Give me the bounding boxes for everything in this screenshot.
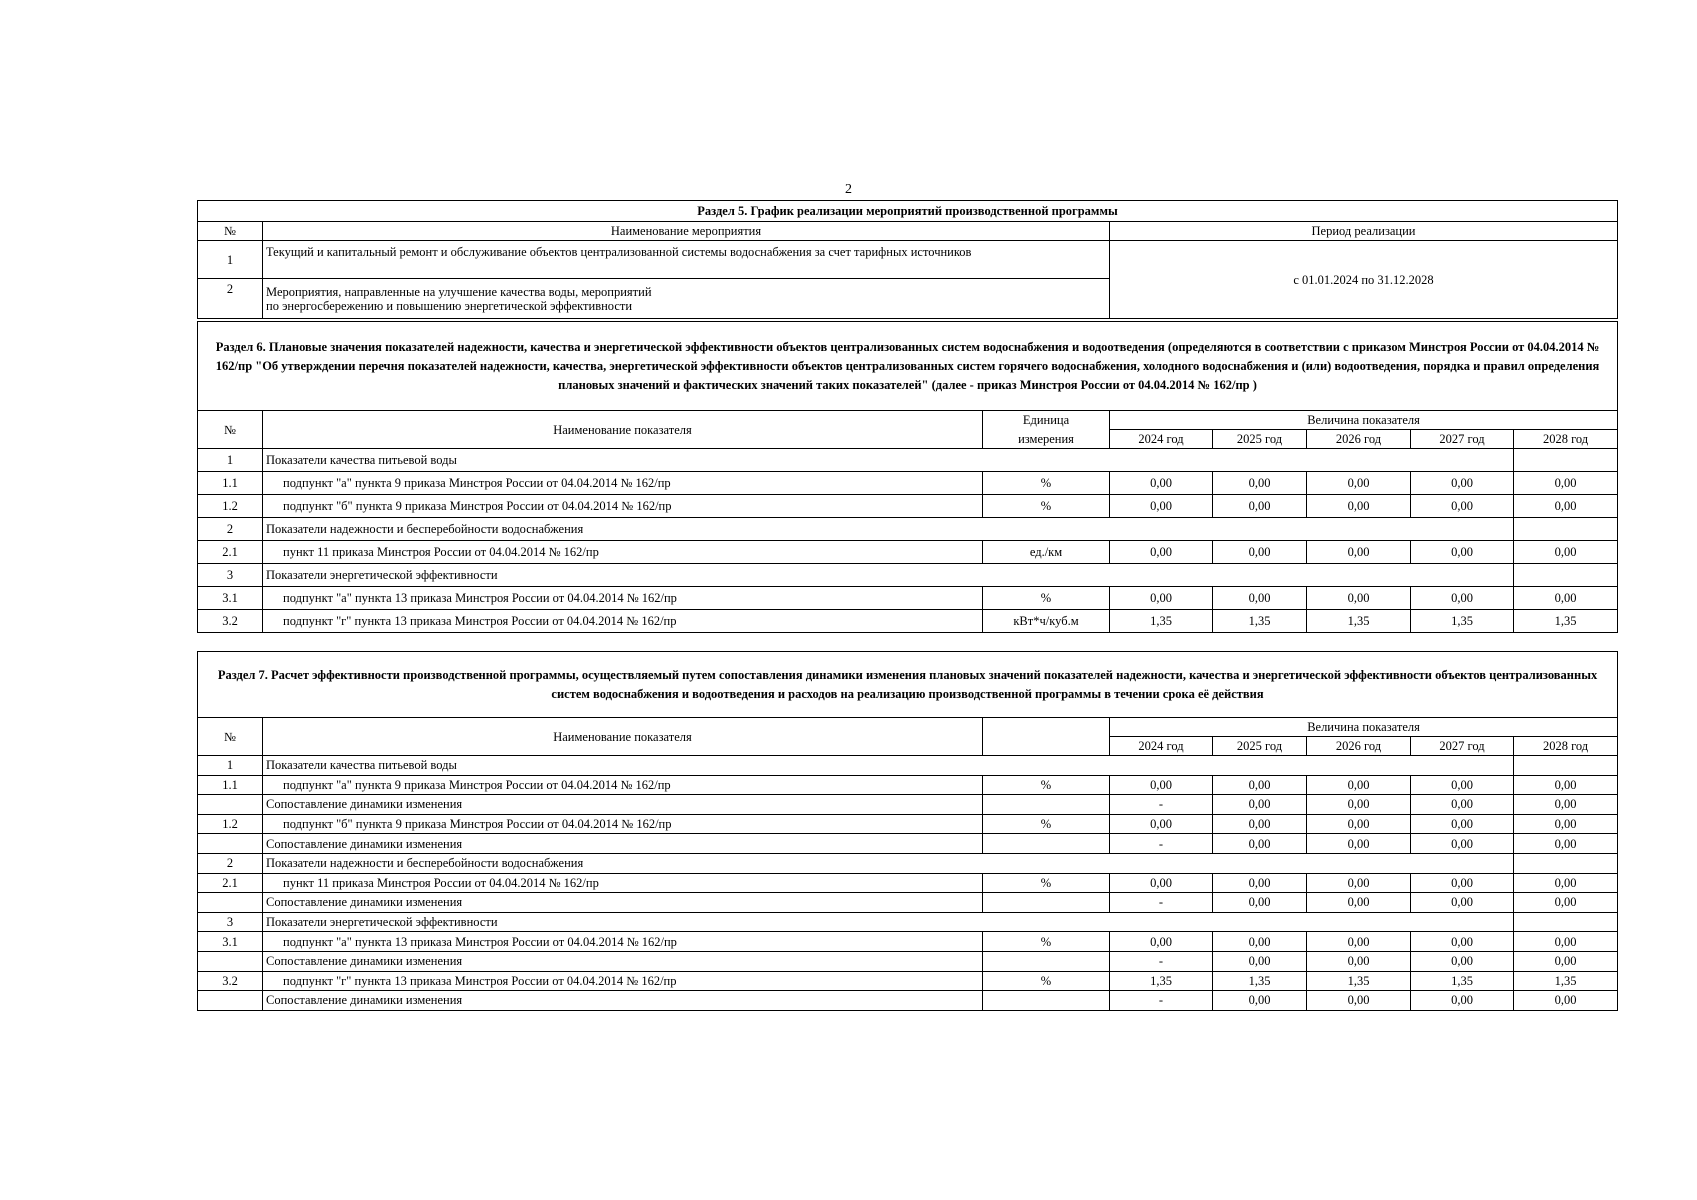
comparison-row: [198, 951, 1618, 971]
row-no: 1.1: [198, 775, 263, 795]
year-header: 2024 год: [1110, 737, 1213, 756]
value-cell: 0,00: [1307, 775, 1411, 795]
value-cell: 0,00: [1514, 834, 1618, 854]
value-cell: 0,00: [1307, 951, 1411, 971]
value-cell: 0,00: [1213, 951, 1307, 971]
value-cell: 0,00: [1307, 472, 1411, 495]
col-indicator-header: Наименование показателя: [263, 718, 983, 756]
group-name: Показатели надежности и бесперебойности водоснабжения: [263, 518, 1514, 541]
row-no: 1.2: [198, 814, 263, 834]
indicator-row: [198, 495, 1618, 518]
value-cell: 0,00: [1514, 932, 1618, 952]
value-cell: 0,00: [1213, 472, 1307, 495]
indicator-name: подпункт "а" пункта 13 приказа Минстроя России от 04.04.2014 № 162/пр: [263, 932, 983, 952]
unit-cell: кВт*ч/куб.м: [983, 610, 1110, 633]
group-row: [198, 564, 1618, 587]
value-cell: -: [1110, 795, 1213, 815]
unit-cell: %: [983, 971, 1110, 991]
value-cell: 0,00: [1411, 495, 1514, 518]
unit-cell: [983, 834, 1110, 854]
group-name: Показатели качества питьевой воды: [263, 449, 1514, 472]
indicator-name: подпункт "г" пункта 13 приказа Минстроя России от 04.04.2014 № 162/пр: [263, 971, 983, 991]
section7-body: [198, 756, 1618, 1011]
year-header: 2028 год: [1514, 430, 1618, 449]
row-no: 3.2: [198, 971, 263, 991]
row-no: [198, 893, 263, 913]
comparison-label: Сопоставление динамики изменения: [263, 893, 983, 913]
row-no: 1: [198, 756, 263, 776]
year-header: 2026 год: [1307, 430, 1411, 449]
value-cell: 0,00: [1213, 541, 1307, 564]
indicator-row: [198, 610, 1618, 633]
col-no-header: №: [198, 718, 263, 756]
event-name: [263, 279, 1110, 319]
indicator-row: [198, 932, 1618, 952]
row-no: 2: [198, 518, 263, 541]
comparison-row: [198, 795, 1618, 815]
value-cell: -: [1110, 893, 1213, 913]
comparison-label: Сопоставление динамики изменения: [263, 951, 983, 971]
indicator-name: подпункт "а" пункта 9 приказа Минстроя России от 04.04.2014 № 162/пр: [263, 775, 983, 795]
value-cell: 0,00: [1213, 587, 1307, 610]
comparison-row: [198, 893, 1618, 913]
col-unit-header: измерения: [983, 430, 1110, 449]
row-no: 1.1: [198, 472, 263, 495]
comparison-row: [198, 991, 1618, 1011]
unit-cell: ед./км: [983, 541, 1110, 564]
col-unit-header-empty: [983, 718, 1110, 756]
unit-cell: %: [983, 932, 1110, 952]
value-cell: 0,00: [1514, 472, 1618, 495]
col-unit-header: Единица: [983, 411, 1110, 430]
group-name: Показатели энергетической эффективности: [263, 912, 1514, 932]
indicator-name: пункт 11 приказа Минстроя России от 04.04.2014 № 162/пр: [263, 541, 983, 564]
event-name-line: Мероприятия, направленные на улучшение качества воды, мероприятий: [266, 284, 652, 299]
unit-cell: %: [983, 814, 1110, 834]
value-cell: 0,00: [1213, 834, 1307, 854]
year-header: 2025 год: [1213, 737, 1307, 756]
unit-cell: [983, 893, 1110, 913]
comparison-row: [198, 834, 1618, 854]
empty-cell: [1514, 449, 1618, 472]
value-cell: 1,35: [1110, 610, 1213, 633]
value-cell: 0,00: [1110, 814, 1213, 834]
value-cell: 0,00: [1514, 893, 1618, 913]
indicator-row: [198, 873, 1618, 893]
unit-cell: [983, 795, 1110, 815]
empty-cell: [1514, 756, 1618, 776]
row-no: [198, 951, 263, 971]
section5-title: Раздел 5. График реализации мероприятий производственной программы: [198, 201, 1618, 222]
value-cell: 0,00: [1307, 932, 1411, 952]
empty-cell: [1514, 564, 1618, 587]
value-cell: 0,00: [1307, 541, 1411, 564]
value-cell: 0,00: [1213, 873, 1307, 893]
value-cell: 0,00: [1307, 873, 1411, 893]
row-no: 1.2: [198, 495, 263, 518]
col-value-header: Величина показателя: [1110, 718, 1618, 737]
value-cell: 0,00: [1514, 814, 1618, 834]
section6-title: Раздел 6. Плановые значения показателей надежности, качества и энергетической эффективности объектов централизованных систем водоснабжения и водоотведения (определяются в соответствии с приказом Минстроя России от 04.04.2014 № 162/пр "Об утверждении перечня показателей надежности, качества, энергетической эффективности объектов централизованных систем горячего водоснабжения, холодного водоснабжения и (или) водоотведения, порядка и правил определения плановых значений и фактических значений таких показателей" (далее - приказ Минстроя России от 04.04.2014 № 162/пр ): [198, 322, 1618, 411]
indicator-row: [198, 814, 1618, 834]
event-name-line: по энергосбережению и повышению энергетической эффективности: [266, 298, 633, 313]
year-header: 2027 год: [1411, 430, 1514, 449]
value-cell: 0,00: [1110, 541, 1213, 564]
value-cell: 0,00: [1213, 893, 1307, 913]
section5-table: [197, 200, 1618, 319]
value-cell: 0,00: [1411, 991, 1514, 1011]
row-no: 1: [198, 449, 263, 472]
indicator-row: [198, 775, 1618, 795]
unit-cell: %: [983, 775, 1110, 795]
section6-table: [197, 321, 1618, 633]
year-header: 2024 год: [1110, 430, 1213, 449]
unit-cell: %: [983, 873, 1110, 893]
indicator-row: [198, 541, 1618, 564]
value-cell: -: [1110, 991, 1213, 1011]
col-no-header: №: [198, 222, 263, 241]
value-cell: 0,00: [1110, 587, 1213, 610]
group-name: Показатели энергетической эффективности: [263, 564, 1514, 587]
unit-cell: %: [983, 587, 1110, 610]
indicator-name: подпункт "г" пункта 13 приказа Минстроя России от 04.04.2014 № 162/пр: [263, 610, 983, 633]
value-cell: -: [1110, 951, 1213, 971]
year-header: 2026 год: [1307, 737, 1411, 756]
unit-cell: [983, 951, 1110, 971]
value-cell: 0,00: [1307, 587, 1411, 610]
comparison-label: Сопоставление динамики изменения: [263, 991, 983, 1011]
value-cell: 0,00: [1514, 775, 1618, 795]
indicator-row: [198, 472, 1618, 495]
row-no: [198, 834, 263, 854]
empty-cell: [1514, 518, 1618, 541]
value-cell: 0,00: [1514, 873, 1618, 893]
value-cell: 1,35: [1514, 610, 1618, 633]
value-cell: 0,00: [1213, 775, 1307, 795]
row-no: 2.1: [198, 873, 263, 893]
value-cell: 1,35: [1213, 610, 1307, 633]
value-cell: 0,00: [1411, 893, 1514, 913]
row-no: 2.1: [198, 541, 263, 564]
value-cell: 0,00: [1514, 541, 1618, 564]
event-name: Текущий и капитальный ремонт и обслуживание объектов централизованной системы водоснабжения за счет тарифных источников: [263, 241, 1110, 279]
value-cell: 0,00: [1514, 951, 1618, 971]
value-cell: 0,00: [1110, 932, 1213, 952]
col-event-name-header: Наименование мероприятия: [263, 222, 1110, 241]
value-cell: 0,00: [1307, 893, 1411, 913]
value-cell: 0,00: [1213, 991, 1307, 1011]
value-cell: 0,00: [1411, 795, 1514, 815]
comparison-label: Сопоставление динамики изменения: [263, 795, 983, 815]
value-cell: 0,00: [1514, 991, 1618, 1011]
row-no: 2: [198, 853, 263, 873]
value-cell: 0,00: [1411, 873, 1514, 893]
value-cell: 0,00: [1411, 775, 1514, 795]
value-cell: 0,00: [1307, 814, 1411, 834]
value-cell: 1,35: [1514, 971, 1618, 991]
row-no: 3.1: [198, 932, 263, 952]
indicator-row: [198, 587, 1618, 610]
row-no: [198, 795, 263, 815]
comparison-label: Сопоставление динамики изменения: [263, 834, 983, 854]
value-cell: 0,00: [1411, 814, 1514, 834]
page-number: 2: [845, 182, 852, 197]
year-header: 2025 год: [1213, 430, 1307, 449]
indicator-name: подпункт "а" пункта 9 приказа Минстроя России от 04.04.2014 № 162/пр: [263, 472, 983, 495]
value-cell: 0,00: [1110, 472, 1213, 495]
value-cell: 0,00: [1307, 991, 1411, 1011]
implementation-period: с 01.01.2024 по 31.12.2028: [1110, 241, 1618, 319]
unit-cell: %: [983, 472, 1110, 495]
row-no: 3.2: [198, 610, 263, 633]
row-no: 3.1: [198, 587, 263, 610]
value-cell: 0,00: [1411, 587, 1514, 610]
empty-cell: [1514, 853, 1618, 873]
value-cell: 0,00: [1514, 795, 1618, 815]
unit-cell: [983, 991, 1110, 1011]
col-period-header: Период реализации: [1110, 222, 1618, 241]
empty-cell: [1514, 912, 1618, 932]
row-no: 3: [198, 564, 263, 587]
value-cell: 0,00: [1411, 951, 1514, 971]
group-row: [198, 449, 1618, 472]
indicator-name: подпункт "б" пункта 9 приказа Минстроя России от 04.04.2014 № 162/пр: [263, 495, 983, 518]
col-value-header: Величина показателя: [1110, 411, 1618, 430]
col-indicator-header: Наименование показателя: [263, 411, 983, 449]
value-cell: 0,00: [1110, 495, 1213, 518]
value-cell: 0,00: [1411, 541, 1514, 564]
value-cell: 1,35: [1213, 971, 1307, 991]
value-cell: 1,35: [1411, 610, 1514, 633]
indicator-name: подпункт "а" пункта 13 приказа Минстроя России от 04.04.2014 № 162/пр: [263, 587, 983, 610]
group-row: [198, 518, 1618, 541]
value-cell: 1,35: [1411, 971, 1514, 991]
value-cell: 0,00: [1411, 834, 1514, 854]
value-cell: 1,35: [1307, 971, 1411, 991]
value-cell: 0,00: [1213, 495, 1307, 518]
value-cell: 0,00: [1213, 932, 1307, 952]
row-no: 3: [198, 912, 263, 932]
unit-cell: %: [983, 495, 1110, 518]
value-cell: 0,00: [1514, 587, 1618, 610]
group-row: [198, 756, 1618, 776]
value-cell: 1,35: [1307, 610, 1411, 633]
event-no: 2: [198, 279, 263, 319]
group-name: Показатели качества питьевой воды: [263, 756, 1514, 776]
group-row: [198, 912, 1618, 932]
value-cell: 1,35: [1110, 971, 1213, 991]
section7-table: [197, 651, 1618, 1011]
value-cell: 0,00: [1411, 472, 1514, 495]
value-cell: 0,00: [1307, 834, 1411, 854]
value-cell: 0,00: [1307, 795, 1411, 815]
value-cell: 0,00: [1307, 495, 1411, 518]
group-name: Показатели надежности и бесперебойности водоснабжения: [263, 853, 1514, 873]
value-cell: 0,00: [1110, 775, 1213, 795]
value-cell: 0,00: [1411, 932, 1514, 952]
indicator-name: подпункт "б" пункта 9 приказа Минстроя России от 04.04.2014 № 162/пр: [263, 814, 983, 834]
event-no: 1: [198, 241, 263, 279]
indicator-name: пункт 11 приказа Минстроя России от 04.04.2014 № 162/пр: [263, 873, 983, 893]
value-cell: -: [1110, 834, 1213, 854]
col-no-header: №: [198, 411, 263, 449]
indicator-row: [198, 971, 1618, 991]
value-cell: 0,00: [1110, 873, 1213, 893]
section7-title: Раздел 7. Расчет эффективности производственной программы, осуществляемый путем сопоставления динамики изменения плановых значений показателей надежности, качества и энергетической эффективности объектов централизованных систем водоснабжения и водоотведения и расходов на реализацию производственной программы в течении срока её действия: [198, 652, 1618, 718]
value-cell: 0,00: [1213, 795, 1307, 815]
year-header: 2028 год: [1514, 737, 1618, 756]
value-cell: 0,00: [1213, 814, 1307, 834]
value-cell: 0,00: [1514, 495, 1618, 518]
section6-body: [198, 449, 1618, 633]
year-header: 2027 год: [1411, 737, 1514, 756]
group-row: [198, 853, 1618, 873]
row-no: [198, 991, 263, 1011]
